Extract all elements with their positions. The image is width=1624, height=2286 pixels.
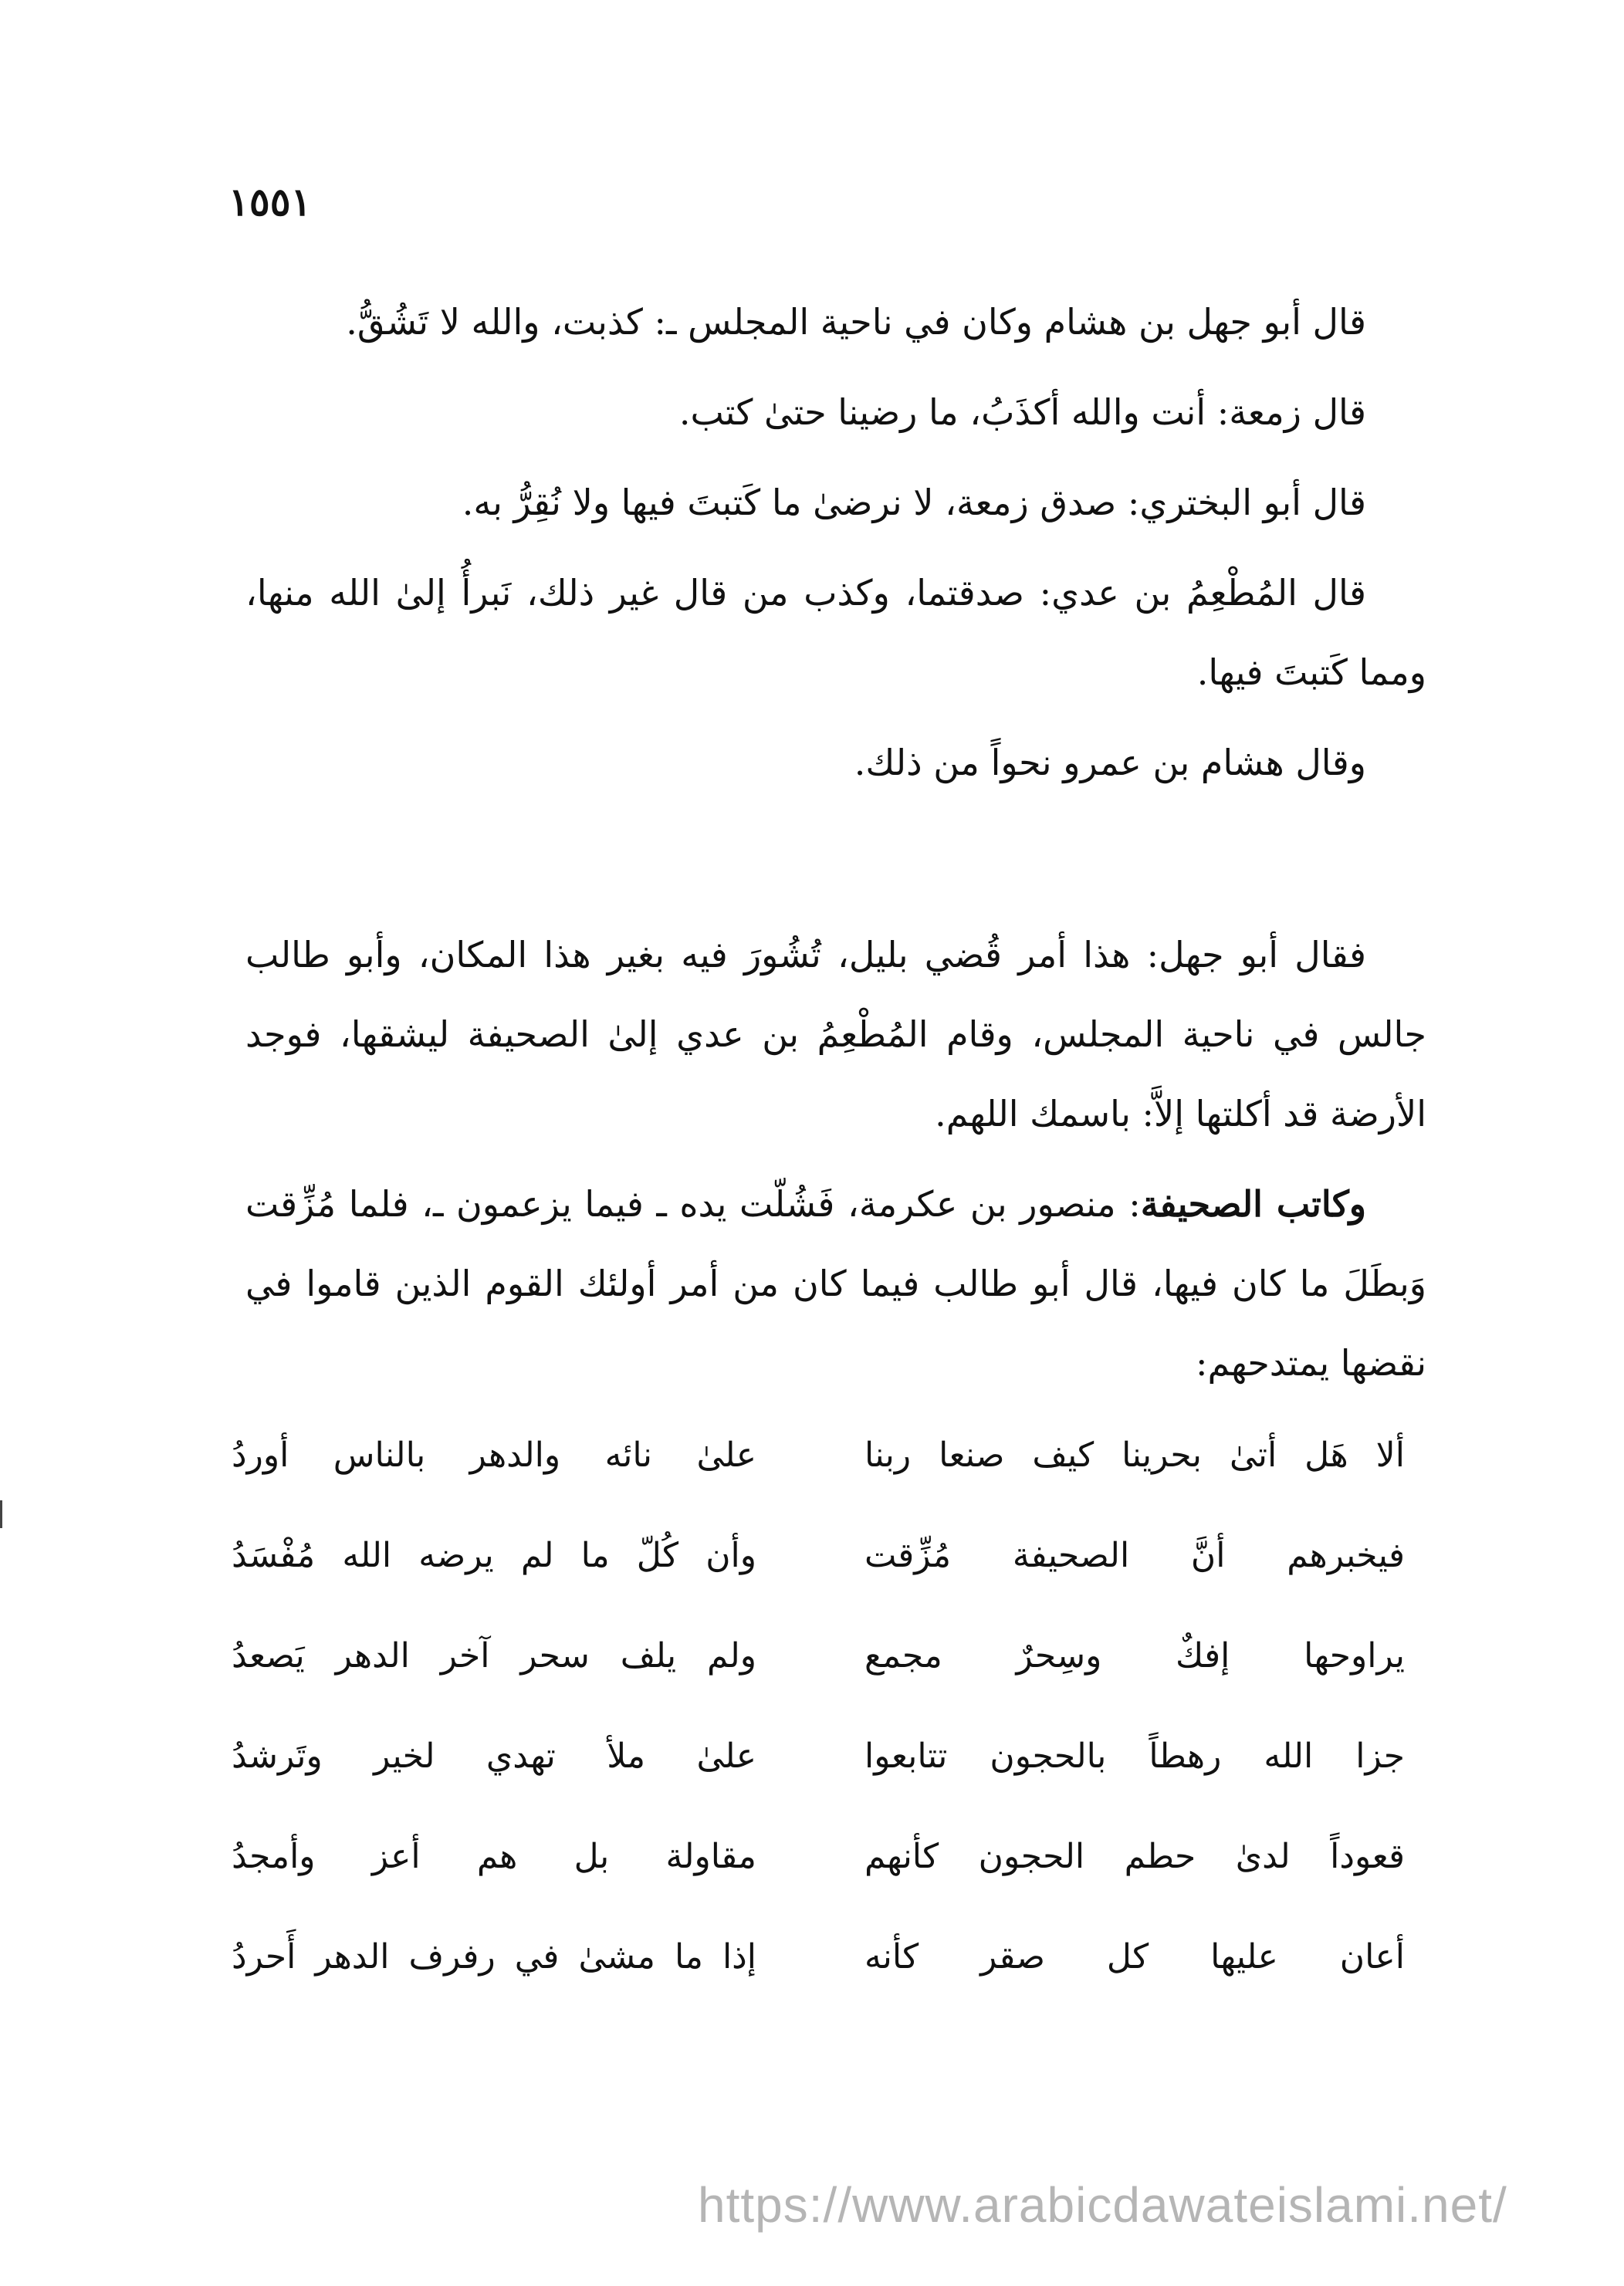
watermark-url: https://www.arabicdawateislami.net/	[698, 2177, 1507, 2233]
verse-second-hemistich: ولم يلف سحر آخر الدهر يَصعدُ	[232, 1636, 756, 1676]
verse-second-hemistich: علىٰ ملأ تهدي لخير وتَرشدُ	[232, 1736, 756, 1776]
verse-second-hemistich: علىٰ نائه والدهر بالناس أوردُ	[232, 1436, 756, 1475]
paragraph-7	[245, 1165, 1426, 1403]
page-number: ١٥٥١	[228, 179, 312, 225]
prose-block-top	[245, 282, 1426, 803]
verse-first-hemistich: ألا هَل أتىٰ بحرينا كيف صنعا ربنا	[864, 1436, 1405, 1475]
verse-row	[232, 1837, 1405, 1937]
paragraph-5: وقال هشام بن عمرو نحواً من ذلك.	[854, 742, 1366, 783]
verse-first-hemistich: أعان عليها كل صقر كأنه	[864, 1937, 1405, 1977]
page-edge-mark	[0, 1500, 7, 1528]
paragraph-3: قال أبو البختري: صدق زمعة، لا نرضىٰ ما كَتبتَ فيها ولا نُقِرُّ به.	[462, 482, 1366, 523]
verse-row	[232, 1736, 1405, 1837]
verse-second-hemistich: وأن كُلّ ما لم يرضه الله مُفْسَدُ	[232, 1536, 756, 1575]
verse-first-hemistich: جزا الله رهطاً بالحجون تتابعوا	[864, 1736, 1405, 1776]
paragraph-4: قال المُطْعِمُ بن عدي: صدقتما، وكذب من قال غير ذلك، نَبرأُ إلىٰ الله منها، ومما كَتبتَ فيها.	[245, 572, 1426, 693]
paragraph-7-body: : منصور بن عكرمة، فَشُلّت يده ـ فيما يزعمون ـ، فلما مُزِّقت وَبطَلَ ما كان فيها، قال أبو طالب فيما كان من أمر أولئك القوم الذين قاموا في نقضها يمتدحهم:	[245, 1183, 1426, 1384]
paragraph-2: قال زمعة: أنت والله أكذَبُ، ما رضينا حتىٰ كتب.	[678, 391, 1366, 433]
verse-row	[232, 1436, 1405, 1536]
verse-first-hemistich: قعوداً لدىٰ حطم الحجون كأنهم	[864, 1837, 1405, 1876]
paragraph-7-lead: وكاتب الصحيفة	[1140, 1183, 1366, 1225]
verse-second-hemistich: مقاولة بل هم أعز وأمجدُ	[232, 1837, 756, 1876]
verse-row	[232, 1536, 1405, 1636]
paragraph-1: قال أبو جهل بن هشام وكان في ناحية المجلس ـ: كذبت، والله لا تَشُقُّ.	[346, 301, 1366, 343]
verse-first-hemistich: يراوحها إفكٌ وسِحرٌ مجمع	[864, 1636, 1405, 1676]
poem	[232, 1436, 1405, 2037]
verse-second-hemistich: إذا ما مشىٰ في رفرف الدهر أَحردُ	[232, 1937, 756, 1977]
paragraph-6: فقال أبو جهل: هذا أمر قُضي بليل، تُشُورَ فيه بغير هذا المكان، وأبو طالب جالس في ناحية المجلس، وقام المُطْعِمُ بن عدي إلىٰ الصحيفة ليشقها، فوجد الأرضة قد أكلتها إلاَّ: باسمك اللهم.	[245, 934, 1426, 1135]
verse-first-hemistich: فيخبرهم أنَّ الصحيفة مُزِّقت	[864, 1536, 1405, 1575]
prose-block-bottom	[245, 915, 1426, 1403]
verse-row	[232, 1937, 1405, 2037]
verse-row	[232, 1636, 1405, 1736]
